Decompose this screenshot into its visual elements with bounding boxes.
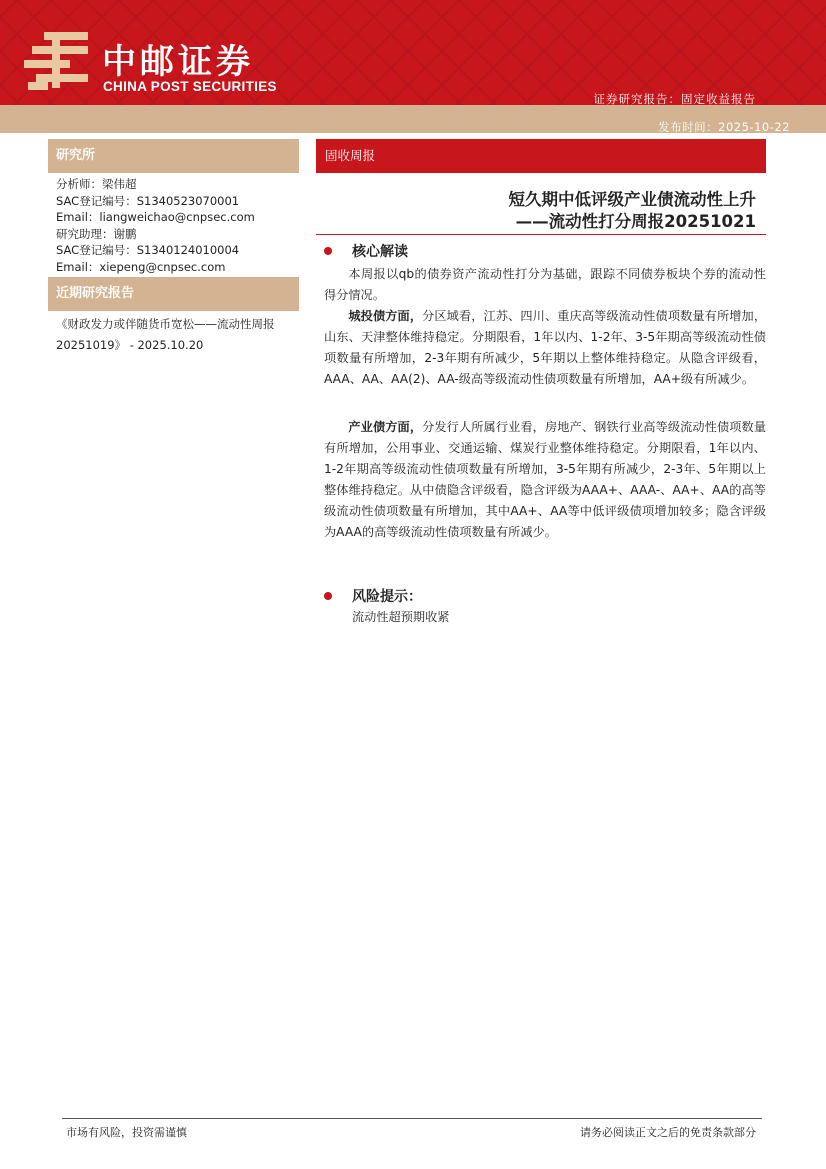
- chengtou-lead: 城投债方面，: [348, 309, 423, 323]
- analyst-email[interactable]: Email：liangweichao@cnpsec.com: [56, 210, 255, 224]
- report-title: 短久期中低评级产业债流动性上升: [508, 190, 756, 209]
- china-post-logo-icon: [22, 30, 92, 92]
- bullet-icon: [324, 592, 332, 600]
- footer-divider: [62, 1118, 762, 1119]
- publish-date: 发布时间：2025-10-22: [658, 120, 790, 134]
- chengtou-paragraph: [324, 306, 766, 390]
- chanye-text: 分发行人所属行业看，房地产、钢铁行业高等级流动性债项数量有所增加，公用事业、交通运输、煤炭行业整体维持稳定。分期限看，1年以内、1-2年期高等级流动性债项数量有所增加，3-5年期有所减少，2-3年、5年期以上整体维持稳定。从中债隐含评级看，隐含评级为AAA+、AAA-、AA+、AA的高等级流动性债项数量有所增加，其中AA+、AA等中低评级债项增加较多；隐含评级为AAA的高等级流动性债项数量有所减少。: [324, 420, 767, 539]
- footer-risk-note: 市场有风险，投资需谨慎: [66, 1126, 187, 1139]
- recent-reports-heading: 近期研究报告: [48, 277, 299, 311]
- analyst-info: [56, 176, 255, 275]
- report-type: 证券研究报告：固定收益报告: [593, 92, 756, 105]
- assistant-email[interactable]: Email：xiepeng@cnpsec.com: [56, 259, 226, 274]
- chanye-lead: 产业债方面，: [348, 420, 423, 434]
- chengtou-text: 分区域看，江苏、四川、重庆高等级流动性债项数量有所增加，山东、天津整体维持稳定。分期限看，1年以内、1-2年、3-5年期高等级流动性债项数量有所增加，2-3年期有所减少，5年期以上整体维持稳定。从隐含评级看，AAA、AA、AA(2)、AA-级高等级流动性债项数量有所增加，AA+级有所减少。: [324, 309, 767, 386]
- analyst-sac: SAC登记编号：S1340523070001: [56, 193, 240, 208]
- core-heading: 核心解读: [352, 244, 408, 260]
- chanye-paragraph: [324, 417, 766, 543]
- assistant-sac: SAC登记编号：S1340124010004: [56, 243, 240, 257]
- recent-report-item[interactable]: 《财政发力或伴随货币宽松——流动性周报20251019》 - 2025.10.20: [56, 317, 275, 352]
- analyst-name: 分析师：梁伟超: [56, 177, 137, 191]
- risk-text: 流动性超预期收紧: [352, 610, 450, 624]
- risk-heading: 风险提示：: [352, 589, 422, 605]
- intro-paragraph: 本周报以qb的债券资产流动性打分为基础，跟踪不同债券板块个券的流动性得分情况。: [324, 267, 766, 302]
- report-category-tag: 固收周报: [316, 139, 766, 173]
- report-subtitle: ——流动性打分周报20251021: [515, 212, 756, 231]
- brand-name-cn: 中邮证券: [102, 42, 254, 82]
- assistant-name: 研究助理：谢鹏: [56, 226, 137, 241]
- brand-name-en: CHINA POST SECURITIES: [103, 79, 277, 94]
- header-subband: [0, 105, 826, 133]
- header-banner: [0, 0, 826, 105]
- bullet-icon: [324, 247, 332, 255]
- footer-disclaimer: 请务必阅读正文之后的免责条款部分: [580, 1126, 756, 1139]
- institute-heading: 研究所: [48, 139, 299, 173]
- title-divider: [316, 234, 766, 235]
